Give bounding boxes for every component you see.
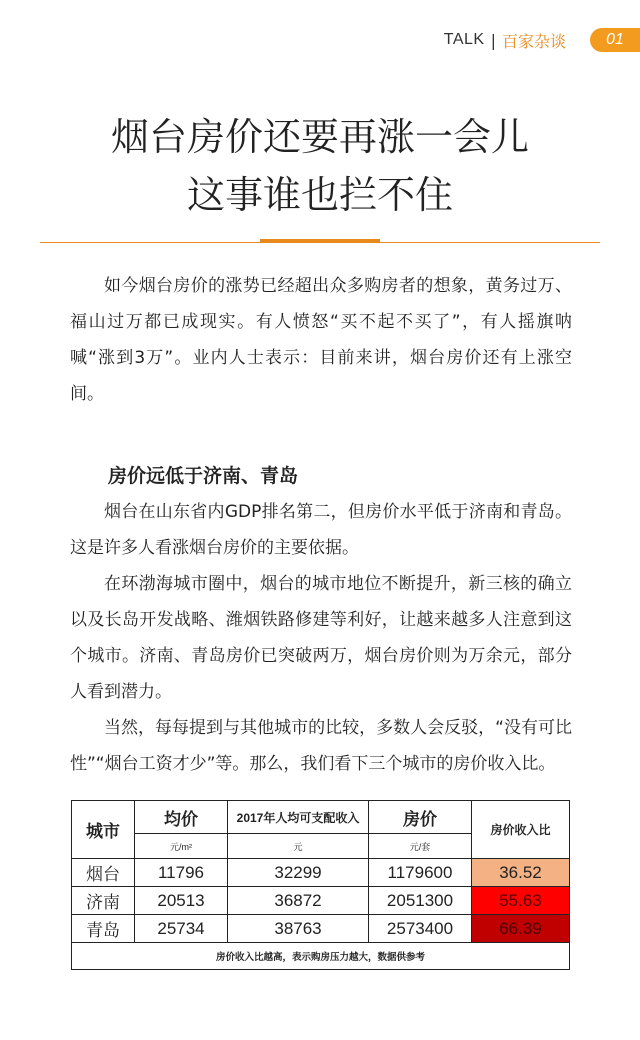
row-house-price: 1179600 <box>369 859 472 887</box>
row-house-price: 2051300 <box>369 887 472 915</box>
section-heading: 房价远低于济南、青岛 <box>108 465 299 487</box>
row-avg-price: 25734 <box>135 915 228 943</box>
body-paragraph-1: 烟台在山东省内GDP排名第二，但房价水平低于济南和青岛。这是许多人看涨烟台房价的主要依据。 <box>70 502 572 558</box>
row-income: 38763 <box>228 915 369 943</box>
table-row <box>72 859 570 887</box>
row-house-price: 2573400 <box>369 915 472 943</box>
unit-income: 元 <box>228 834 369 859</box>
title-divider-accent <box>260 239 380 243</box>
table-row <box>72 915 570 943</box>
talk-label: TALK <box>443 31 485 48</box>
table-note-row <box>72 943 570 970</box>
body-paragraph-3: 当然，每每提到与其他城市的比较，多数人会反驳，“没有可比性”“烟台工资才少”等。那么，我们看下三个城市的房价收入比。 <box>70 718 572 774</box>
row-city: 烟台 <box>72 859 135 887</box>
header-ratio: 房价收入比 <box>472 801 570 859</box>
row-avg-price: 20513 <box>135 887 228 915</box>
title-line-2: 这事谁也拦不住 <box>186 173 453 217</box>
table-row <box>72 887 570 915</box>
header-separator: | <box>490 30 496 50</box>
page-number: 01 <box>606 31 624 48</box>
row-ratio: 55.63 <box>472 887 570 915</box>
row-city: 青岛 <box>72 915 135 943</box>
section-name: 百家杂谈 <box>501 31 566 51</box>
table-header-row <box>72 801 570 834</box>
unit-house-price: 元/套 <box>369 834 472 859</box>
header-city: 城市 <box>72 801 135 859</box>
row-ratio: 36.52 <box>472 859 570 887</box>
row-income: 36872 <box>228 887 369 915</box>
title-line-1: 烟台房价还要再涨一会儿 <box>110 115 529 159</box>
row-income: 32299 <box>228 859 369 887</box>
paragraph-spacer <box>70 412 572 448</box>
article-body <box>70 268 572 782</box>
page-header <box>444 26 640 54</box>
row-city: 济南 <box>72 887 135 915</box>
unit-avg-price: 元/m² <box>135 834 228 859</box>
article-title <box>0 108 640 224</box>
row-ratio: 66.39 <box>472 915 570 943</box>
table-note: 房价收入比越高，表示购房压力越大，数据供参考 <box>72 943 570 970</box>
row-avg-price: 11796 <box>135 859 228 887</box>
intro-paragraph: 如今烟台房价的涨势已经超出众多购房者的想象，黄务过万、福山过万都已成现实。有人愤怒“买不起不买了”，有人摇旗呐喊“涨到3万”。业内人士表示：目前来讲，烟台房价还有上涨空间。 <box>70 276 572 404</box>
header-house-price: 房价 <box>369 801 472 834</box>
body-paragraph-2: 在环渤海城市圈中，烟台的城市地位不断提升，新三核的确立以及长岛开发战略、潍烟铁路修建等利好，让越来越多人注意到这个城市。济南、青岛房价已突破两万，烟台房价则为万余元，部分人看到潜力。 <box>70 574 572 702</box>
price-income-table <box>71 800 570 970</box>
header-avg-price: 均价 <box>135 801 228 834</box>
header-income: 2017年人均可支配收入 <box>228 801 369 834</box>
page-number-badge <box>590 28 640 52</box>
